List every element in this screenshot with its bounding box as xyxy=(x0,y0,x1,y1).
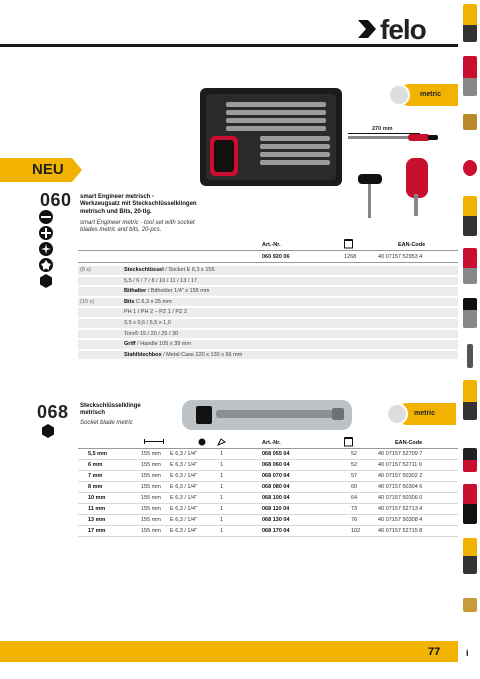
cell-len: 155 mm xyxy=(141,451,161,457)
content-row xyxy=(78,330,458,340)
hex-key-thumb xyxy=(467,344,473,368)
content-desc: / Bitholder 1/4" x 155 mm xyxy=(146,288,210,295)
cell-size: 5,5 mm xyxy=(88,451,107,457)
subtitle-line: smart Engineer metric - tool set with socket xyxy=(80,220,195,226)
cell-drive: E 6,3 / 1/4" xyxy=(170,528,198,534)
content-term: Bithalter xyxy=(124,288,147,295)
cell-art: 068 070 04 xyxy=(262,473,290,479)
cell-len: 155 mm xyxy=(141,484,161,490)
content-text xyxy=(124,277,197,287)
content-text xyxy=(124,351,242,361)
new-badge: NEU xyxy=(0,158,72,182)
tape-thumb xyxy=(463,160,477,176)
content-term: Griff xyxy=(124,341,136,348)
square-drive-icon xyxy=(198,438,206,446)
length-icon xyxy=(144,439,164,445)
content-term: Steckschlüssel xyxy=(124,267,164,273)
col-ean: EAN-Code xyxy=(398,242,426,248)
pieces-icon xyxy=(217,438,226,446)
cell-art: 068 110 04 xyxy=(262,506,290,512)
table-row xyxy=(78,471,458,482)
table-row xyxy=(78,460,458,471)
cell-size: 6 mm xyxy=(88,462,103,468)
cell-len: 155 mm xyxy=(141,517,161,523)
cell-ean: 40 07157 50302 2 xyxy=(378,473,423,479)
screwdriver-image xyxy=(348,134,448,220)
case-thumb xyxy=(463,598,477,612)
product-code-060: 060 xyxy=(40,190,72,210)
cell-pcs: 1 xyxy=(220,484,224,490)
cell-qty: 52 xyxy=(351,462,358,468)
socket-thumb xyxy=(463,484,477,524)
content-desc: / Handle 105 x 39 mm xyxy=(135,341,191,348)
package-qty: 1268 xyxy=(344,254,357,260)
cell-ean: 40 07157 50308 4 xyxy=(378,517,423,523)
cell-qty: 76 xyxy=(351,517,358,523)
content-text xyxy=(124,298,172,308)
torx-tip-icon xyxy=(39,258,53,272)
cell-pcs: 1 xyxy=(220,495,224,501)
content-desc: Torx® 15 / 20 / 25 / 30 xyxy=(124,330,179,337)
cell-ean: 40 07157 52709 7 xyxy=(378,451,423,457)
content-desc: / Metal Case 220 x 130 x 56 mm xyxy=(161,351,243,358)
table-row xyxy=(78,449,458,460)
content-text xyxy=(124,330,178,340)
cell-len: 155 mm xyxy=(141,473,161,479)
cell-pcs: 1 xyxy=(220,517,224,523)
screwdriver-thumb xyxy=(463,4,477,42)
content-row xyxy=(78,351,458,361)
side-tool-strip xyxy=(460,0,480,679)
cell-qty: 57 xyxy=(351,473,358,479)
screwdriver-thumb xyxy=(463,56,477,96)
cell-art: 068 100 04 xyxy=(262,495,290,501)
cell-art: 068 170 04 xyxy=(262,528,290,534)
content-row xyxy=(78,308,458,318)
content-text xyxy=(124,266,215,276)
product-subtitle-060 xyxy=(80,220,195,235)
table-rule xyxy=(78,250,458,251)
content-term: Stahlblechbox xyxy=(124,351,162,358)
cell-qty: 73 xyxy=(351,506,358,512)
content-desc: 5,5 / 6 / 7 / 8 / 10 / 11 / 13 / 17 xyxy=(124,277,197,284)
hex-socket-icon xyxy=(41,424,55,438)
cell-drive: E 6,3 / 1/4" xyxy=(170,484,198,490)
cell-len: 155 mm xyxy=(141,528,161,534)
cell-size: 8 mm xyxy=(88,484,103,490)
table-row xyxy=(78,504,458,515)
page-marker: i xyxy=(466,648,469,658)
cell-size: 11 mm xyxy=(88,506,106,512)
content-text xyxy=(124,308,187,318)
cell-art: 068 055 04 xyxy=(262,451,290,457)
title-line: Werkzeugsatz mit Steckschlüsselklingen xyxy=(80,201,197,208)
cell-pcs: 1 xyxy=(220,528,224,534)
cell-len: 155 mm xyxy=(141,462,161,468)
size-table-068 xyxy=(78,449,458,537)
cell-drive: E 6,3 / 1/4" xyxy=(170,517,198,523)
content-desc: / Socket E 6,3 x 155 xyxy=(163,267,215,273)
cell-ean: 40 07157 50306 0 xyxy=(378,495,423,501)
brand-arrow-icon xyxy=(358,20,380,38)
cell-size: 7 mm xyxy=(88,473,103,479)
page-footer-bar xyxy=(0,641,458,662)
slotted-tip-icon xyxy=(39,210,53,224)
content-row xyxy=(78,319,458,329)
t-handle-thumb xyxy=(463,298,477,328)
product-subtitle-068: Socket blade metric xyxy=(80,420,133,426)
content-text xyxy=(124,319,171,329)
pozidriv-tip-icon xyxy=(39,242,53,256)
metric-label: metric xyxy=(414,410,436,417)
screwdriver-thumb xyxy=(463,248,477,284)
title-line: metrisch und Bits, 20-tlg. xyxy=(80,208,152,215)
metric-label: metric xyxy=(420,91,442,98)
content-desc: C 6,3 x 25 mm xyxy=(134,298,172,305)
cell-qty: 64 xyxy=(351,495,358,501)
cell-ean: 40 07157 50304 6 xyxy=(378,484,423,490)
table-rule xyxy=(78,262,458,263)
socket-thumb xyxy=(463,448,477,472)
cell-pcs: 1 xyxy=(220,473,224,479)
title-line: metrisch xyxy=(80,410,106,417)
col-ean: EAN-Code xyxy=(395,440,423,446)
cell-drive: E 6,3 / 1/4" xyxy=(170,451,198,457)
content-text xyxy=(124,287,209,297)
table-row xyxy=(78,482,458,493)
cell-size: 10 mm xyxy=(88,495,106,501)
dimension-label: 270 mm xyxy=(372,126,393,132)
product-code-068: 068 xyxy=(37,402,69,422)
cell-ean: 40 07157 52713 4 xyxy=(378,506,423,512)
pliers-thumb xyxy=(463,538,477,574)
screwdriver-thumb xyxy=(463,380,477,420)
cell-qty: 60 xyxy=(351,484,358,490)
table-row xyxy=(78,526,458,537)
content-row xyxy=(78,287,458,297)
cell-art: 068 080 04 xyxy=(262,484,290,490)
ean-code: 40 07157 52953 4 xyxy=(378,254,423,260)
socket-blade-image xyxy=(182,398,352,432)
subtitle-line: blades metric and bits, 20-pcs. xyxy=(80,227,162,234)
new-badge-tip xyxy=(72,158,82,182)
product-title-068 xyxy=(80,403,141,418)
cell-ean: 40 07157 52715 8 xyxy=(378,528,423,534)
page-number: 77 xyxy=(428,646,441,658)
cell-art: 068 060 04 xyxy=(262,462,290,468)
socket-metric-icon xyxy=(388,84,410,106)
cell-drive: E 6,3 / 1/4" xyxy=(170,506,198,512)
hex-socket-icon xyxy=(39,274,53,288)
table-row xyxy=(78,515,458,526)
cell-pcs: 1 xyxy=(220,462,224,468)
cell-drive: E 6,3 / 1/4" xyxy=(170,495,198,501)
content-desc: 3,5 x 0,6 / 5,5 x 1,0 xyxy=(124,320,171,326)
content-row xyxy=(78,298,458,308)
content-desc: PH 1 / PH 2 – PZ 1 / PZ 2 xyxy=(124,309,187,316)
brand-logo: felo xyxy=(380,14,426,45)
cell-pcs: 1 xyxy=(220,506,224,512)
cell-size: 13 mm xyxy=(88,517,106,523)
phillips-tip-icon xyxy=(39,226,53,240)
col-art-nr: Art.-Nr. xyxy=(262,440,281,446)
content-row xyxy=(78,340,458,350)
bit-box-thumb xyxy=(463,114,477,130)
title-line: Steckschlüsselklinge xyxy=(80,403,141,409)
cell-ean: 40 07157 52711 0 xyxy=(378,462,422,468)
tool-set-case-image xyxy=(196,80,346,190)
table-row xyxy=(78,493,458,504)
content-row xyxy=(78,277,458,287)
cell-len: 155 mm xyxy=(141,506,161,512)
content-text xyxy=(124,340,191,350)
col-art-nr: Art.-Nr. xyxy=(262,242,281,248)
content-row xyxy=(78,266,458,276)
package-qty-icon xyxy=(344,437,353,447)
screwdriver-thumb xyxy=(463,196,477,236)
content-term: Bits xyxy=(124,298,135,305)
cell-size: 17 mm xyxy=(88,528,106,534)
content-qty: (10 x) xyxy=(80,298,95,305)
article-number: 060 920 06 xyxy=(262,254,290,260)
cell-pcs: 1 xyxy=(220,451,224,457)
cell-art: 068 130 04 xyxy=(262,517,290,523)
package-qty-icon xyxy=(344,239,353,249)
title-line: smart Engineer metrisch - xyxy=(80,194,155,200)
cell-drive: E 6,3 / 1/4" xyxy=(170,473,198,479)
content-qty: (8 x) xyxy=(80,267,91,273)
cell-qty: 52 xyxy=(351,451,358,457)
cell-len: 155 mm xyxy=(141,495,161,501)
product-title-060 xyxy=(80,194,197,216)
socket-metric-icon xyxy=(386,403,408,425)
cell-drive: E 6,3 / 1/4" xyxy=(170,462,198,468)
cell-qty: 102 xyxy=(351,528,361,534)
